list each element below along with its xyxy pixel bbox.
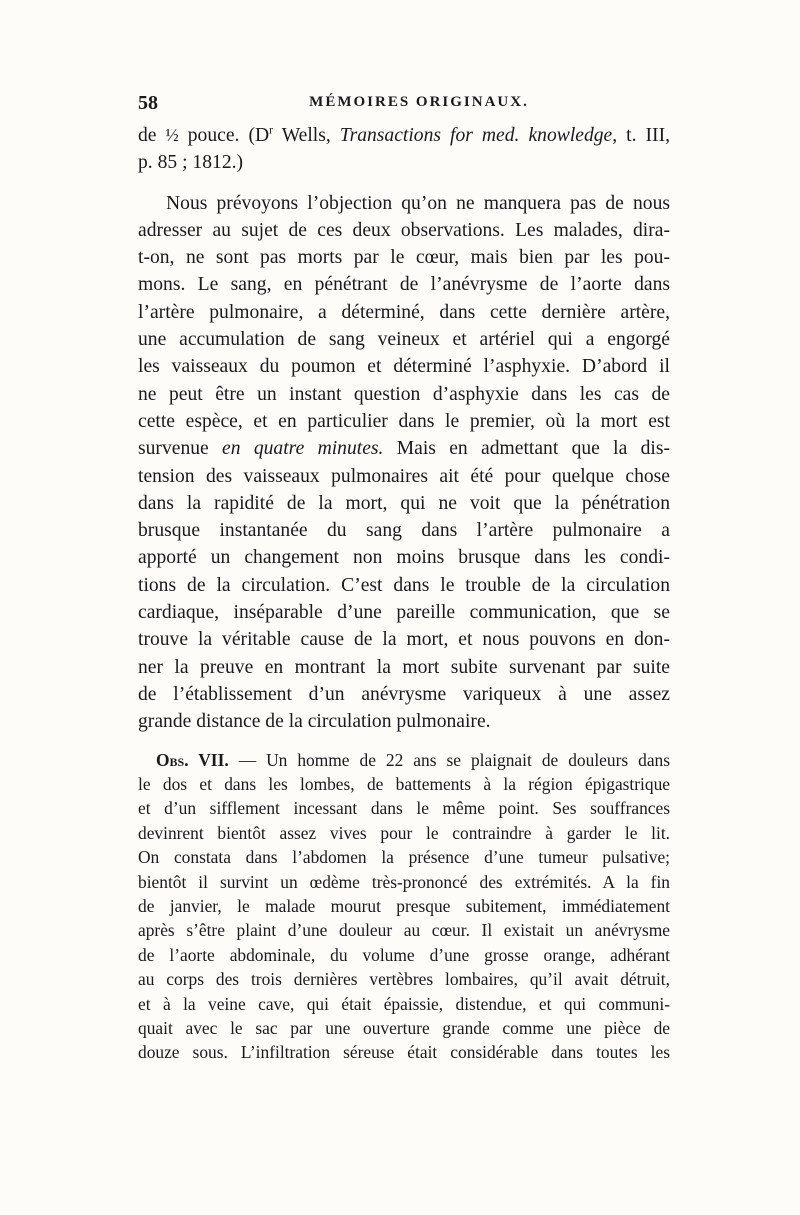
running-title: MÉMOIRES ORIGINAUX.: [309, 94, 529, 110]
text-line: douze sous. L’infiltration séreuse était considérable dans toutes les: [138, 1042, 670, 1063]
text-line: mons. Le sang, en pénétrant de l’anévrysme de l’aorte dans: [138, 274, 670, 296]
page-header: [138, 92, 670, 116]
text-line: cardiaque, inséparable d’une pareille communication, que se: [138, 602, 670, 624]
text-line: et d’un sifflement incessant dans le même point. Ses souffrances: [138, 798, 670, 819]
page-number: 58: [138, 92, 158, 114]
text-line: de ½ pouce. ($D^r$ Wells, Transactions for med. knowledge, t. III,: [138, 123, 670, 146]
text-line: l’artère pulmonaire, a déterminé, dans cette dernière artère,: [138, 301, 670, 323]
text-line: survenue en quatre minutes. Mais en admettant que la dis-: [138, 438, 670, 460]
text-line: brusque instantanée du sang dans l’artère pulmonaire a: [138, 520, 670, 542]
emphasis: en quatre minutes.: [222, 438, 384, 460]
text-line: t-on, ne sont pas morts par le cœur, mais bien par les pou-: [138, 247, 670, 269]
text-line: et à la veine cave, qui était épaissie, distendue, et qui communi-: [138, 993, 670, 1014]
body-text: [138, 122, 670, 1065]
text-line: Obs. VII. — Un homme de 22 ans se plaignait de douleurs dans: [156, 749, 670, 770]
text-line: une accumulation de sang veineux et artériel qui a engorgé: [138, 329, 670, 351]
text-line: bientôt il survint un œdème très-prononcé des extrémités. A la fin: [138, 871, 670, 892]
text-line: après s’être plaint d’une douleur au cœur. Il existait un anévrysme: [138, 920, 670, 941]
text-line: Nous prévoyons l’objection qu’on ne manquera pas de nous: [166, 192, 670, 214]
text-line: de l’aorte abdominale, du volume d’une grosse orange, adhérant: [138, 944, 670, 965]
text-line: ner la preuve en montrant la mort subite survenant par suite: [138, 656, 670, 678]
argument-paragraph: [138, 190, 670, 736]
journal-title: Transactions for med. knowledge: [339, 125, 613, 146]
observation-paragraph: [138, 748, 670, 1065]
text-line: ne peut être un instant question d’asphyxie dans les cas de: [138, 383, 670, 405]
text-line: cette espèce, et en particulier dans le premier, où la mort est: [138, 410, 670, 432]
text-line: dans la rapidité de la mort, qui ne voit que la pénétration: [138, 492, 670, 514]
text-line: de l’établissement d’un anévrysme variqueux à une assez: [138, 683, 670, 705]
text-line: de janvier, le malade mourut presque subitement, immédiatement: [138, 895, 670, 916]
text-line: trouve la véritable cause de la mort, et nous pouvons en don-: [138, 629, 670, 651]
text-line: le dos et dans les lombes, de battements à la région épigastrique: [138, 773, 670, 794]
fraction: ½: [165, 125, 179, 145]
text-line: p. 85 ; 1812.): [138, 152, 244, 174]
text-line: grande distance de la circulation pulmonaire.: [138, 711, 491, 733]
text-line: quait avec le sac par une ouverture grande comme une pièce de: [138, 1018, 670, 1038]
citation-paragraph: [138, 122, 670, 177]
text-line: au corps des trois dernières vertèbres lombaires, qu’il avait détruit,: [138, 969, 670, 990]
text-line: adresser au sujet de ces deux observations. Les malades, dira-: [138, 219, 670, 241]
text-line: tions de la circulation. C’est dans le trouble de la circulation: [138, 574, 670, 596]
superscript: r: [269, 123, 274, 137]
text-line: les vaisseaux du poumon et déterminé l’asphyxie. D’abord il: [138, 356, 670, 378]
text-line: apporté un changement non moins brusque dans les condi-: [138, 547, 670, 569]
text-line: tension des vaisseaux pulmonaires ait été pour quelque chose: [138, 465, 670, 487]
observation-label: Obs. VII.: [156, 749, 229, 770]
text-line: devinrent bientôt assez vives pour le contraindre à garder le lit.: [138, 822, 670, 843]
text-line: On constata dans l’abdomen la présence d’une tumeur pulsative;: [138, 847, 670, 868]
